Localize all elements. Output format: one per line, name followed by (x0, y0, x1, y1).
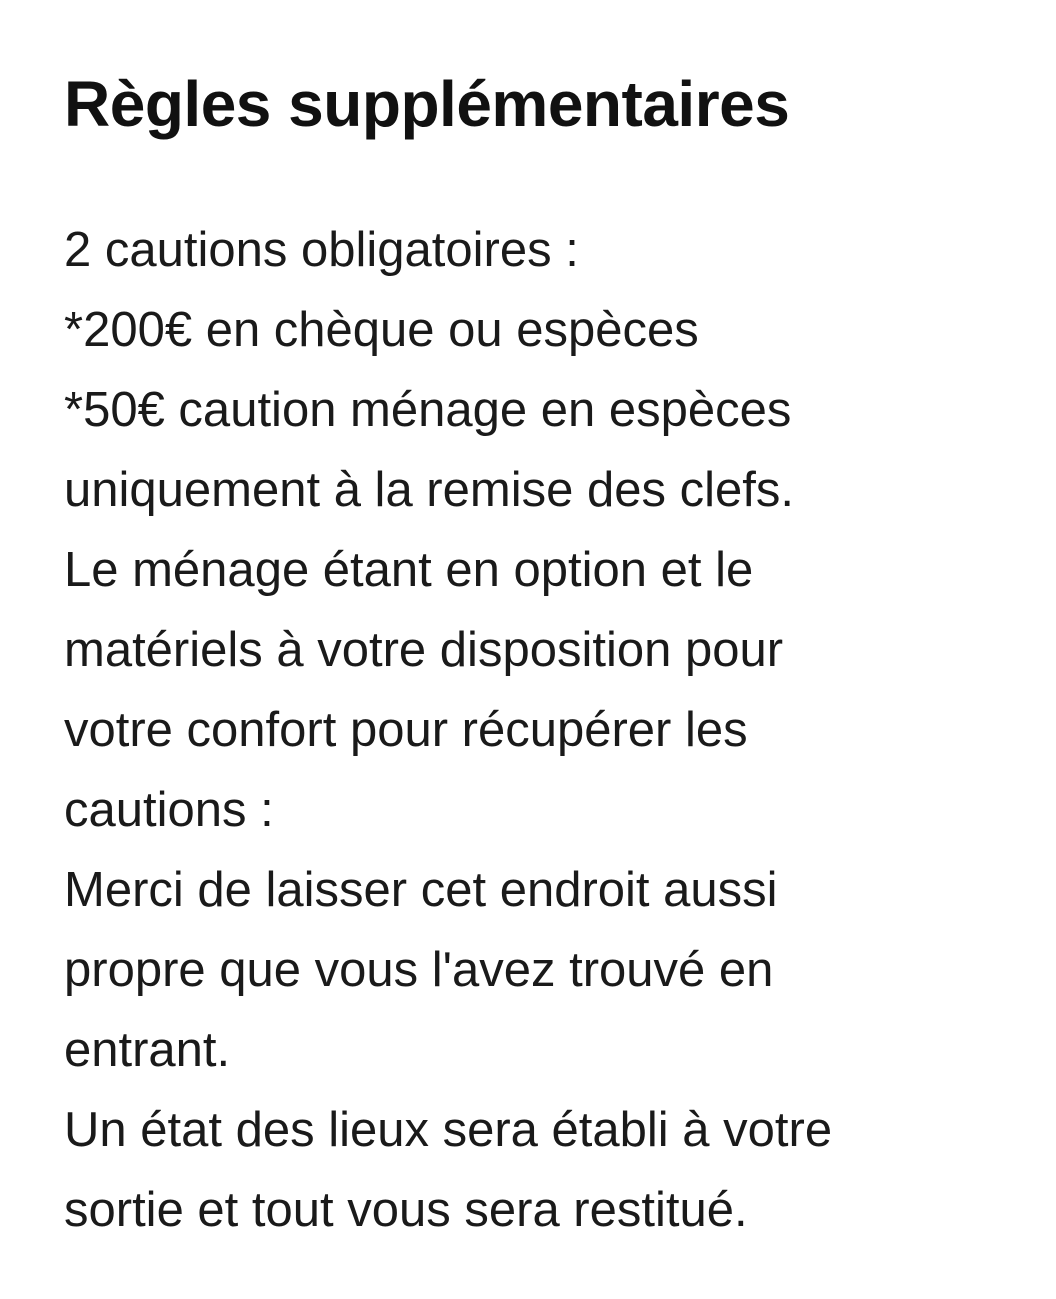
rules-line: sortie et tout vous sera restitué. (64, 1183, 748, 1237)
rules-line: propre que vous l'avez trouvé en (64, 943, 774, 997)
rules-line: Merci de laisser cet endroit aussi (64, 863, 778, 917)
rules-line: cautions : (64, 783, 274, 837)
rules-line: Le ménage étant en option et le (64, 543, 754, 597)
rules-line: *200€ en chèque ou espèces (64, 303, 699, 357)
section-title: Règles supplémentaires (64, 68, 790, 140)
rules-line: matériels à votre disposition pour (64, 623, 784, 677)
rules-line: Un état des lieux sera établi à votre (64, 1103, 833, 1157)
rules-line: 2 cautions obligatoires : (64, 223, 579, 277)
additional-rules-section (64, 66, 1024, 1250)
rules-line: entrant. (64, 1023, 231, 1077)
rules-line: uniquement à la remise des clefs. (64, 463, 794, 517)
rules-line: votre confort pour récupérer les (64, 703, 748, 757)
rules-line: *50€ caution ménage en espèces (64, 383, 792, 437)
rules-text (64, 210, 1024, 1250)
